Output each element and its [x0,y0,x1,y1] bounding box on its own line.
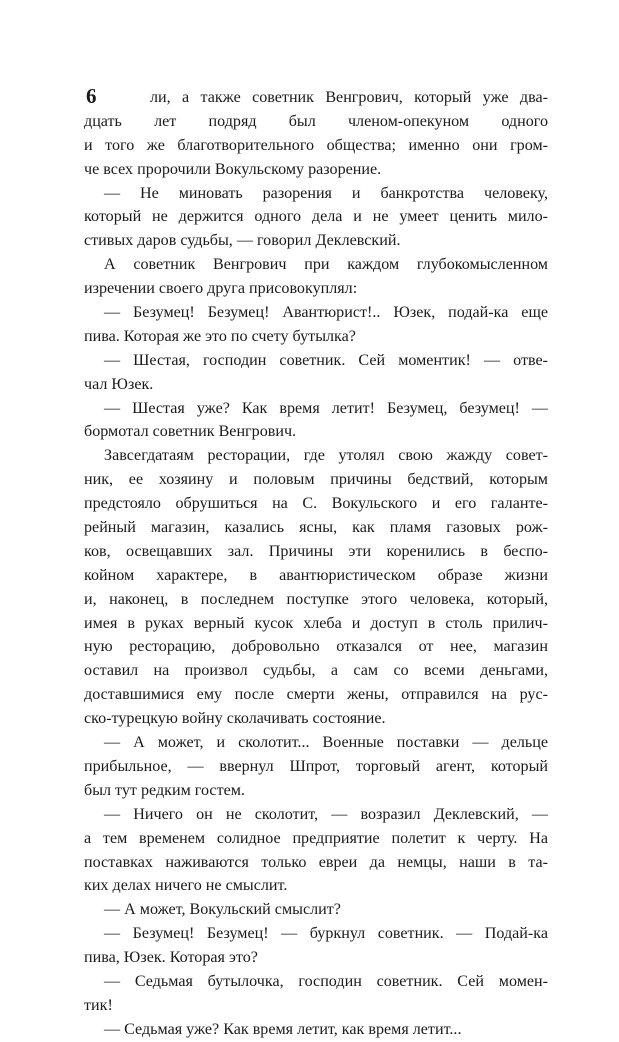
text-line: — А может, Вокульский смыслит? [104,901,341,919]
paragraph [84,301,548,349]
paragraph [84,86,548,182]
text-line: тик! [84,996,113,1014]
text-line: дцать лет подряд был членом-опекуном одного [84,112,548,130]
text-line: — Шестая, господин советник. Сей моментик! — отве- [104,351,548,369]
text-line: рейный магазин, казались ясны, как пламя газовых рож- [84,519,548,537]
text-line: — Ничего он не сколотит, — возразил Деклевский, — [104,805,548,823]
text-line: А советник Венгрович при каждом глубокомысленном [104,256,548,274]
paragraph [84,922,548,970]
paragraph [84,182,548,254]
text-line: а тем временем солидное предприятие полетит к черту. На [84,829,548,847]
text-line: ли, а также советник Венгрович, который уже два- [150,89,548,106]
page-text [84,86,548,1042]
paragraph [84,1018,548,1042]
text-line: пива. Которая же это по счету бутылка? [84,327,356,345]
text-line: и того же благотворительного общества; именно они гром- [84,136,548,154]
paragraph [84,803,548,899]
text-line: — А может, и сколотит... Военные поставки — дельце [104,734,548,752]
text-line: имея в руках верный кусок хлеба и доступ в столь прилич- [84,614,548,632]
text-line: че всех пророчили Вокульскому разорение. [84,160,382,178]
text-line: — Седьмая бутылочка, господин советник. Сей момен- [104,972,548,990]
text-line: предстояло обрушиться на С. Вокульского и его галанте- [84,495,548,513]
text-line: — Шестая уже? Как время летит! Безумец, безумец! — [104,399,548,417]
text-line: оставил на произвол судьбы, а сам со всеми деньгами, [84,662,548,680]
text-line: койном характере, в авантюристическом образе жизни [84,566,548,584]
paragraph [84,444,548,731]
text-line: Завсегдатаям ресторации, где утолял свою жажду совет- [104,447,548,465]
text-line: ких делах ничего не смыслит. [84,877,288,895]
text-line: был тут редким гостем. [84,781,245,799]
paragraph [84,397,548,445]
text-line: и, наконец, в последнем поступке этого человека, который, [84,590,548,608]
paragraph [84,970,548,1018]
paragraph [84,898,548,922]
text-line: бормотал советник Венгрович. [84,423,297,441]
text-line: изречении своего друга присовокуплял: [84,280,358,298]
text-line: который не держится одного дела и не умеет ценить мило- [84,208,548,226]
text-line: чал Юзек. [84,375,154,393]
paragraph [84,731,548,803]
text-line: — Не миновать разорения и банкротства человеку, [104,184,548,202]
page-number: 6 [86,84,97,108]
text-line: — Безумец! Безумец! — буркнул советник. — Подай-ка [104,925,548,943]
text-line: пива, Юзек. Которая это? [84,949,258,967]
text-line: стивых даров судьбы, — говорил Деклевский. [84,232,401,250]
text-line: ную ресторацию, добровольно отказался от нее, магазин [84,638,548,656]
text-line: — Седьмая уже? Как время летит, как время летит... [104,1020,462,1038]
paragraph [84,253,548,301]
text-line: поставках наживаются только евреи да немцы, наши в та- [84,853,548,871]
text-line: ник, ее хозяину и половым причины бедствий, которым [84,471,548,489]
paragraph [84,349,548,397]
text-line: — Безумец! Безумец! Авантюрист!.. Юзек, подай-ка еще [104,304,548,322]
text-line: прибыльное, — ввернул Шпрот, торговый агент, который [84,757,548,775]
text-line: ков, освещавших зал. Причины эти коренились в беспо- [84,542,548,560]
text-line: доставшимися ему после смерти жены, отправился на рус- [84,686,548,704]
text-line: ско-турецкую войну сколачивать состояние. [84,710,386,728]
